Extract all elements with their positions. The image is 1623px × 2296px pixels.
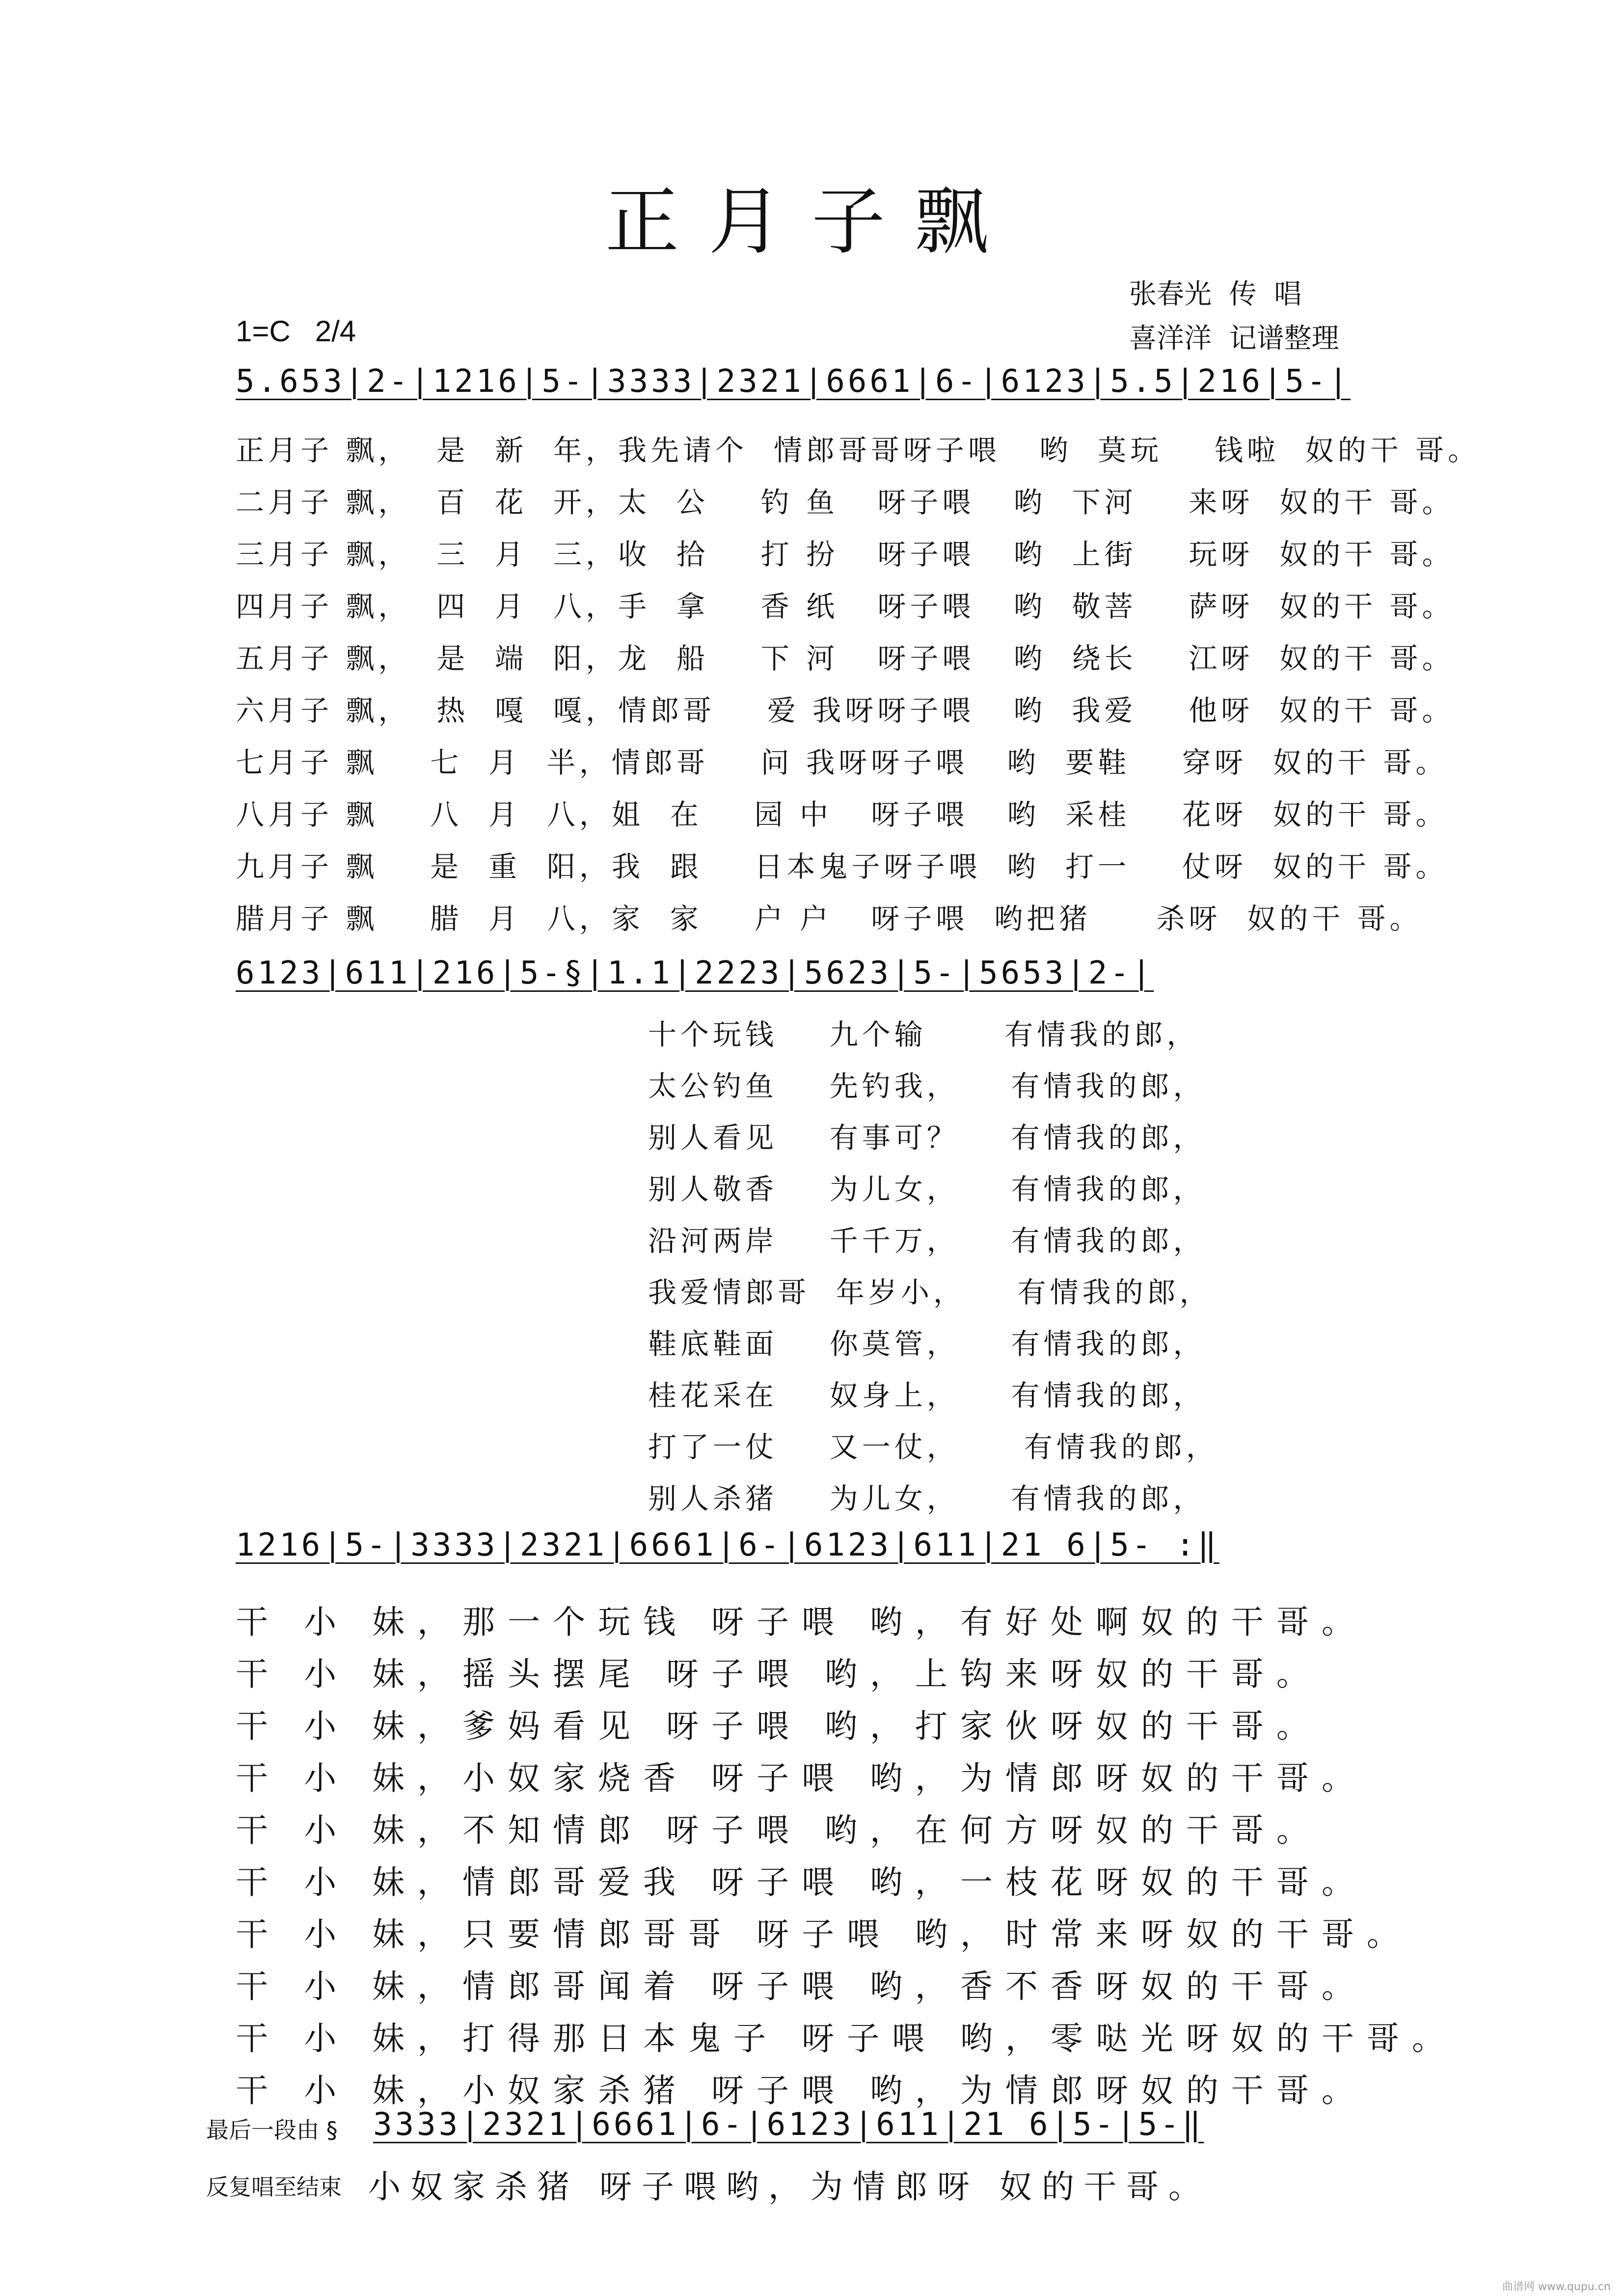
lyric-line: 干 小 妹，打得那日本鬼子 呀子喂 哟，零哒光呀奴的干哥。 (236, 2020, 1457, 2057)
arranger-credit: 喜洋洋 记谱整理 (1129, 323, 1339, 355)
notation-line-2: 6123|611|216|5-§|1.1|2223|5623|5-|5653|2-| (236, 955, 1154, 991)
lyric-line: 干 小 妹，爹妈看见 呀子喂 哟，打家伙呀奴的干哥。 (236, 1707, 1322, 1745)
song-title: 正月子飘 (605, 179, 1018, 265)
lyric-line: 四月子 飘， 四 月 八，手 拿 香 纸 呀子喂 哟 敬菩 萨呀 奴的干 哥。 (236, 590, 1455, 623)
lyric-line: 八月子 飘 八 月 八，姐 在 园 中 呀子喂 哟 采桂 花呀 奴的干 哥。 (236, 798, 1448, 831)
lyric-line: 十个玩钱 九个输 有情我的郎， (648, 1018, 1199, 1051)
ending-lyrics: 小奴家杀猪 呀子喂哟，为情郎呀 奴的干哥。 (368, 2168, 1211, 2206)
lyric-line: 七月子 飘 七 月 半，情郎哥 问 我呀呀子喂 哟 要鞋 穿呀 奴的干 哥。 (236, 746, 1448, 779)
lyric-line: 干 小 妹，只要情郎哥哥 呀子喂 哟，时常来呀奴的干哥。 (236, 1915, 1412, 1953)
lyric-line: 鞋底鞋面 你莫管， 有情我的郎， (648, 1327, 1206, 1361)
lyric-line: 我爱情郎哥 年岁小， 有情我的郎， (648, 1276, 1212, 1309)
lyric-line: 别人敬香 为儿女， 有情我的郎， (648, 1173, 1206, 1206)
lyric-line: 打了一仗 又一仗， 有情我的郎， (648, 1430, 1218, 1464)
lyric-line: 桂花采在 奴身上， 有情我的郎， (648, 1379, 1206, 1412)
lyric-line: 干 小 妹，小奴家杀猪 呀子喂 哟，为情郎呀奴的干哥。 (236, 2072, 1367, 2109)
ending-label: 最后一段由 § (206, 2117, 338, 2143)
lyric-line: 五月子 飘， 是 端 阳，龙 船 下 河 呀子喂 哟 绕长 江呀 奴的干 哥。 (236, 642, 1455, 675)
lyric-line: 干 小 妹，情郎哥爱我 呀子喂 哟，一枝花呀奴的干哥。 (236, 1863, 1367, 1901)
singer-credit: 张春光 传 唱 (1129, 278, 1302, 310)
lyric-line: 干 小 妹，摇头摆尾 呀子喂 哟，上钩来呀奴的干哥。 (236, 1655, 1322, 1693)
lyric-line: 六月子 飘， 热 嘎 嘎，情郎哥 爱 我呀呀子喂 哟 我爱 他呀 奴的干 哥。 (236, 694, 1455, 727)
lyric-line: 二月子 飘， 百 花 开，太 公 钓 鱼 呀子喂 哟 下河 来呀 奴的干 哥。 (236, 486, 1455, 519)
lyric-line: 九月子 飘 是 重 阳，我 跟 日本鬼子呀子喂 哟 打一 仗呀 奴的干 哥。 (236, 850, 1448, 883)
lyric-line: 沿河两岸 千千万， 有情我的郎， (648, 1224, 1206, 1257)
ending-repeat-label: 反复唱至结束 (206, 2174, 342, 2200)
ending-notation: 3333|2321|6661|6-|6123|611|21 6|5-|5-‖ (373, 2106, 1204, 2143)
lyric-line: 别人杀猪 为儿女， 有情我的郎， (648, 1482, 1206, 1515)
notation-line-3: 1216|5-|3333|2321|6661|6-|6123|611|21 6|5- :‖ (236, 1527, 1219, 1563)
lyric-line: 干 小 妹，那一个玩钱 呀子喂 哟，有好处啊奴的干哥。 (236, 1603, 1367, 1641)
lyric-line: 别人看见 有事可？ 有情我的郎， (648, 1121, 1206, 1154)
lyric-line: 三月子 飘， 三 月 三，收 拾 打 扮 呀子喂 哟 上街 玩呀 奴的干 哥。 (236, 538, 1455, 571)
watermark: 曲谱网 www.qupu.cn (1502, 2281, 1611, 2293)
notation-line-1: 5.653|2-|1216|5-|3333|2321|6661|6-|6123|5.5|216|5-| (236, 363, 1351, 400)
key-signature: 1=C 2/4 (236, 315, 356, 348)
lyric-line: 干 小 妹，小奴家烧香 呀子喂 哟，为情郎呀奴的干哥。 (236, 1759, 1367, 1797)
lyric-line: 干 小 妹，情郎哥闻着 呀子喂 哟，香不香呀奴的干哥。 (236, 1968, 1367, 2005)
lyric-line: 正月子 飘， 是 新 年，我先请个 情郎哥哥呀子喂 哟 莫玩 钱啦 奴的干 哥。 (236, 434, 1481, 467)
lyric-line: 干 小 妹，不知情郎 呀子喂 哟，在何方呀奴的干哥。 (236, 1811, 1322, 1849)
lyric-line: 太公钓鱼 先钓我， 有情我的郎， (648, 1069, 1206, 1103)
lyric-line: 腊月子 飘 腊 月 八，家 家 户 户 呀子喂 哟把猪 杀呀 奴的干 哥。 (236, 902, 1422, 935)
